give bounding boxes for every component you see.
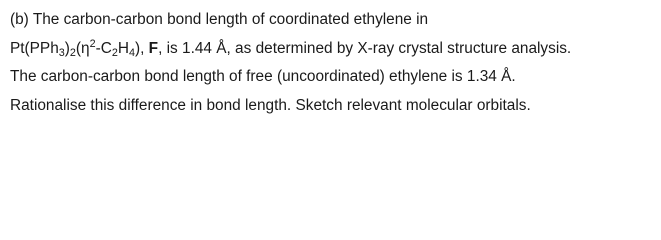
question-line-3: The carbon-carbon bond length of free (uncoordinated) ethylene is 1.34 Å.	[10, 68, 516, 85]
line-1-text: The carbon-carbon bond length of coordinated ethylene in	[32, 11, 429, 28]
question-line-1	[10, 6, 658, 35]
part-label: (b)	[10, 11, 29, 28]
formula: $Pt(PPh_3)_2(\eta^2-C_2H_4)$,	[10, 38, 145, 59]
line-2-text: , is 1.44 Å, as determined by X-ray crystal structure analysis.	[158, 39, 572, 57]
question-text	[10, 6, 658, 120]
question-line-4: Rationalise this difference in bond length. Sketch relevant molecular orbitals.	[10, 96, 531, 114]
question-line-2	[10, 35, 658, 64]
compound-label: F	[148, 39, 159, 57]
